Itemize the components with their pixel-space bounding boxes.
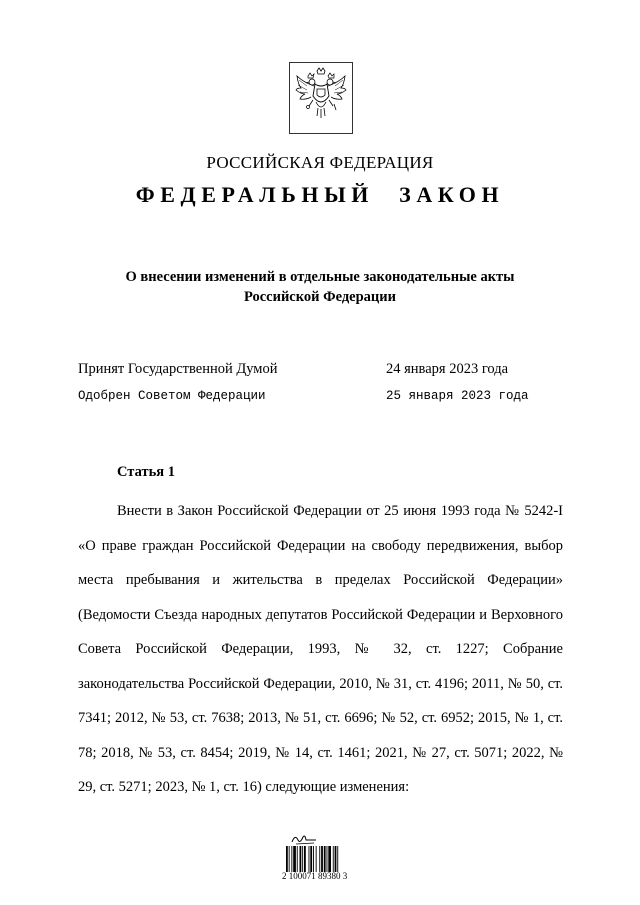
barcode-number: 2 100071 89380 3 bbox=[282, 871, 348, 881]
barcode-bar bbox=[310, 846, 312, 872]
article-body-text: Внести в Закон Российской Федерации от 25 июня 1993 года № 5242-I «О праве граждан Российской Федерации на свободу передвижения, выбор места пребывания и жительства в пределах Российской Федерации» (Ведомости Съезда народных депутатов Российской Федерации и Верховного Совета Российской Федерации, 1993, № 32, ст. 1227; Собрание законодательства Российской Федерации, 2010, № 31, ст. 4196; 2011, № 50, ст. 7341; 2012, № 53, ст. 7638; 2013, № 51, ст. 6696; № 52, ст. 6952; 2015, № 1, ст. 78; 2018, № 53, ст. 8454; 2019, № 14, ст. 1461; 2021, № 27, ст. 5071; 2022, № 29, ст. 5271; 2023, № 1, ст. 16) следующие изменения: bbox=[78, 503, 563, 795]
barcode-bar bbox=[324, 846, 326, 872]
law-title-line-1: О внесении изменений в отдельные законодательные акты bbox=[125, 269, 515, 285]
barcode-bar bbox=[291, 846, 292, 872]
barcode-icon bbox=[286, 846, 358, 872]
article-heading: Статья 1 bbox=[117, 464, 175, 480]
barcode-bar bbox=[304, 846, 306, 872]
country-name: РОССИЙСКАЯ ФЕДЕРАЦИЯ bbox=[206, 153, 434, 172]
barcode-bar bbox=[316, 846, 317, 872]
barcode-bar bbox=[337, 846, 338, 872]
adoption-duma-date: 24 января 2023 года bbox=[386, 361, 509, 377]
barcode-bar bbox=[328, 846, 331, 872]
barcode-bar bbox=[286, 846, 288, 872]
barcode-bar bbox=[302, 846, 303, 872]
adoption-council-date: 25 января 2023 года bbox=[386, 389, 529, 403]
adoption-duma-label: Принят Государственной Думой bbox=[78, 361, 278, 377]
barcode-bar bbox=[293, 846, 296, 872]
law-title-line-2: Российской Федерации bbox=[243, 289, 396, 305]
adoption-council-label: Одобрен Советом Федерации bbox=[78, 389, 266, 403]
barcode-bar bbox=[313, 846, 314, 872]
barcode-bar bbox=[335, 846, 337, 872]
barcode-bar bbox=[309, 846, 310, 872]
barcode-bar bbox=[289, 846, 290, 872]
barcode-bar bbox=[319, 846, 320, 872]
law-title bbox=[0, 267, 640, 307]
barcode-bar bbox=[297, 846, 298, 872]
coat-of-arms-emblem-icon bbox=[289, 62, 353, 134]
barcode-bar bbox=[333, 846, 334, 872]
barcode-bar bbox=[300, 846, 302, 872]
barcode-bar bbox=[327, 846, 328, 872]
signature-mark-icon bbox=[290, 832, 320, 846]
document-type-heading: ФЕДЕРАЛЬНЫЙ ЗАКОН bbox=[135, 182, 505, 207]
barcode-bar bbox=[321, 846, 323, 872]
